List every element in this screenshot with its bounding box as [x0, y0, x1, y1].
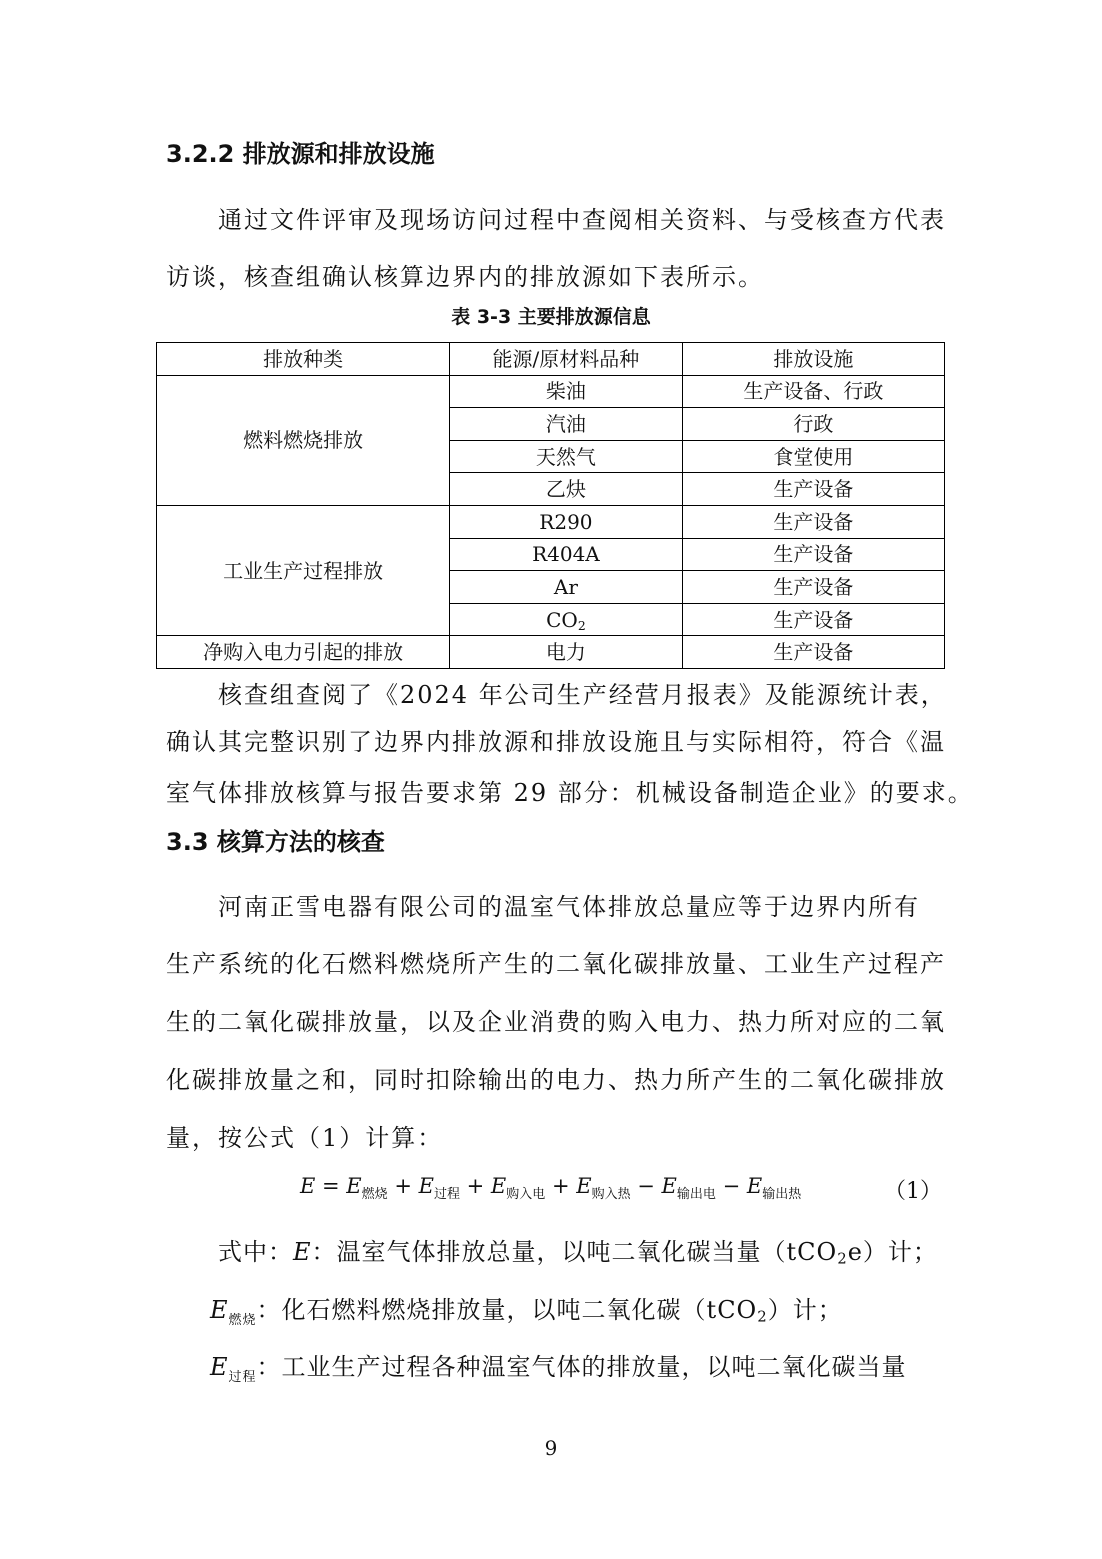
- section-heading-3-3: 3.3 核算方法的核查: [166, 828, 385, 856]
- definition-var: E: [210, 1296, 229, 1324]
- equation-number: （1）: [884, 1179, 942, 1204]
- definition-e-process: [210, 1347, 907, 1385]
- definition-text: ：化石燃料燃烧排放量，以吨二氧化碳（tCO: [256, 1296, 758, 1324]
- definition-text: e）计；: [847, 1238, 938, 1266]
- definition-text: ）计；: [767, 1296, 843, 1324]
- formula-op: +: [459, 1174, 491, 1198]
- material-cell: R290: [450, 505, 683, 538]
- formula-var: E: [300, 1174, 316, 1198]
- header-cell: 排放种类: [157, 343, 450, 376]
- section-heading-3-2-2: 3.2.2 排放源和排放设施: [166, 140, 435, 168]
- header-cell: 能源/原材料品种: [450, 343, 683, 376]
- paragraph-line: 河南正雪电器有限公司的温室气体排放总量应等于边界内所有: [218, 893, 920, 921]
- material-cell: R404A: [450, 538, 683, 571]
- definition-text: ：工业生产过程各种温室气体的排放量，以吨二氧化碳当量: [256, 1353, 907, 1381]
- paragraph-line: 生的二氧化碳排放量，以及企业消费的购入电力、热力所对应的二氧: [166, 1008, 946, 1036]
- facility-cell: 生产设备: [682, 473, 944, 506]
- category-cell: 净购入电力引起的排放: [157, 636, 450, 669]
- definition-e-combustion: [210, 1290, 843, 1328]
- material-text: CO: [546, 607, 578, 632]
- formula-var: E: [490, 1174, 507, 1198]
- definition-sub-label: 燃烧: [228, 1313, 257, 1328]
- formula-var: E: [746, 1174, 763, 1198]
- subscript: 2: [577, 617, 586, 633]
- material-cell: 柴油: [450, 375, 683, 408]
- formula-var: E: [346, 1174, 362, 1198]
- definition-var: E: [210, 1353, 229, 1381]
- paragraph-line: 化碳排放量之和，同时扣除输出的电力、热力所产生的二氧化碳排放: [166, 1066, 946, 1094]
- formula-sub: 购入热: [591, 1187, 631, 1202]
- facility-cell: 生产设备: [682, 603, 944, 636]
- paragraph-line: 室气体排放核算与报告要求第 29 部分：机械设备制造企业》的要求。: [166, 779, 974, 807]
- page-number: 9: [544, 1436, 558, 1460]
- paragraph-line: 生产系统的化石燃料燃烧所产生的二氧化碳排放量、工业生产过程产: [166, 950, 946, 978]
- category-cell: 工业生产过程排放: [157, 505, 450, 635]
- material-cell: Ar: [450, 571, 683, 604]
- table-caption: 表 3-3 主要排放源信息: [451, 306, 651, 328]
- material-cell: 天然气: [450, 440, 683, 473]
- formula-var: E: [418, 1174, 434, 1198]
- formula-op: −: [715, 1174, 747, 1198]
- formula-op: +: [387, 1174, 419, 1198]
- subscript: 2: [757, 1307, 768, 1326]
- facility-cell: 生产设备: [682, 538, 944, 571]
- category-cell: 燃料燃烧排放: [157, 375, 450, 505]
- paragraph-line: 量，按公式（1）计算：: [166, 1124, 444, 1152]
- table-header-row: [157, 343, 945, 376]
- formula-sub: 输出电: [676, 1187, 716, 1202]
- material-cell: 汽油: [450, 408, 683, 441]
- table-row: [157, 636, 945, 669]
- paragraph-line: 通过文件评审及现场访问过程中查阅相关资料、与受核查方代表: [218, 206, 946, 234]
- definition-text: ：温室气体排放总量，以吨二氧化碳当量（tCO: [311, 1238, 838, 1266]
- formula-var: E: [576, 1174, 592, 1198]
- definition-e: [218, 1232, 938, 1267]
- formula-op: −: [630, 1174, 662, 1198]
- formula-sub: 输出热: [762, 1187, 802, 1202]
- definition-prefix: 式中：: [218, 1238, 293, 1266]
- definition-sub-label: 过程: [228, 1370, 257, 1385]
- facility-cell: 行政: [682, 408, 944, 441]
- material-cell: [450, 603, 683, 636]
- facility-cell: 生产设备: [682, 571, 944, 604]
- table-row: [157, 505, 945, 538]
- paragraph-line: 确认其完整识别了边界内排放源和排放设施且与实际相符，符合《温: [166, 728, 946, 756]
- formula-sub: 过程: [433, 1187, 460, 1202]
- subscript: 2: [837, 1249, 848, 1268]
- material-cell: 电力: [450, 636, 683, 669]
- facility-cell: 生产设备、行政: [682, 375, 944, 408]
- formula-op: +: [545, 1174, 577, 1198]
- header-cell: 排放设施: [682, 343, 944, 376]
- facility-cell: 食堂使用: [682, 440, 944, 473]
- paragraph-line: 核查组查阅了《2024 年公司生产经营月报表》及能源统计表，: [218, 681, 947, 709]
- emission-formula: [300, 1174, 801, 1202]
- facility-cell: 生产设备: [682, 505, 944, 538]
- formula-var: E: [661, 1174, 677, 1198]
- table-row: [157, 375, 945, 408]
- formula-op: =: [315, 1174, 347, 1198]
- formula-sub: 燃烧: [361, 1187, 388, 1202]
- definition-var: E: [293, 1238, 312, 1266]
- paragraph-line: 访谈，核查组确认核算边界内的排放源如下表所示。: [166, 263, 764, 291]
- emission-sources-table: [156, 342, 945, 669]
- formula-sub: 购入电: [506, 1187, 546, 1202]
- facility-cell: 生产设备: [682, 636, 944, 669]
- material-cell: 乙炔: [450, 473, 683, 506]
